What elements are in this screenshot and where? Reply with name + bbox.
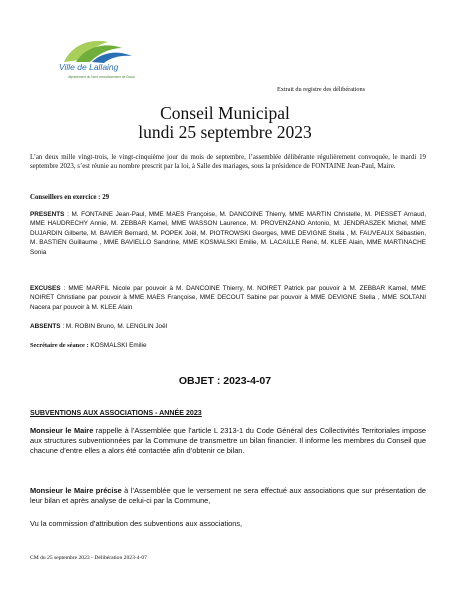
body-paragraph xyxy=(30,426,426,457)
session-secretary xyxy=(30,341,426,350)
presents-list xyxy=(30,210,426,257)
deliberation-object: OBJET : 2023-4-07 xyxy=(178,375,272,387)
paragraph-text: rappelle à l’Assemblée que l’article L 2313-1 du Code Général des Collectivités Territoriales impose aux structures subventionnées par la Commune de transmettre un bilan financier. Il informe les membres du Conseil que chacune d’entre elles a alors été contactée afin d’obtenir ce bilan. xyxy=(30,426,426,456)
councillors-count: Conseillers en exercice : 29 xyxy=(30,194,110,201)
paragraph-text: à l’Assemblée que le versement ne sera effectué aux associations que sur présentation de leur bilan et après analyse de celui-ci par la Commune, xyxy=(30,486,426,506)
deliberation-subject: SUBVENTIONS AUX ASSOCIATIONS - ANNÉE 2023 xyxy=(30,409,202,417)
body-paragraph xyxy=(30,519,426,529)
paragraph-lead: Monsieur le Maire xyxy=(30,426,94,435)
excuses-list xyxy=(30,284,426,312)
meeting-date: lundi 25 septembre 2023 xyxy=(138,122,312,142)
logo-swoosh-icon xyxy=(58,38,138,64)
presents-label: PRESENTS xyxy=(30,211,65,218)
paragraph-lead: Monsieur le Maire précise xyxy=(30,486,122,495)
absents-names: : M. ROBIN Bruno, M. LENGLIN Joël xyxy=(60,323,168,330)
logo-brand-text: Ville de Lallaing xyxy=(59,62,119,72)
secretary-name: KOSMALSKI Emilie xyxy=(88,342,147,349)
secretary-label: Secrétaire de séance : xyxy=(30,342,89,349)
page-footer: CM du 25 septembre 2023 - Délibération 2023-4-07 xyxy=(30,555,147,561)
municipal-logo xyxy=(58,38,138,96)
intro-paragraph: L’an deux mille vingt-trois, le vingt-cinquième jour du mois de septembre, l’assemblée délibérante régulièrement convoquée, le mardi 19 septembre 2023, s’est réunie au nombre prescrit par la loi, à Salle des mariages, sous la présidence de FONTAINE Jean-Paul, Maire. xyxy=(30,154,426,170)
absents-list xyxy=(30,322,426,331)
register-extract-label: Extrait du registre des délibérations xyxy=(277,86,365,93)
document-title: Conseil Municipal xyxy=(160,103,290,123)
absents-label: ABSENTS xyxy=(30,323,61,330)
excuses-label: EXCUSES xyxy=(30,285,61,292)
excuses-names: : MME MARFIL Nicole par pouvoir à M. DANCOINE Thierry, M. NOIRET Patrick par pouvoir à M. ZEBBAR Kamel, MME NOIRET Christiane par pouvoir à MME MAES Françoise, MME DECOUT Sabine par pouvoir à MME DEVIGNE Stella , MME SOLTANI Nacera par pouvoir à M. KLEE Alain xyxy=(30,285,426,311)
paragraph-text: Vu la commission d’attribution des subventions aux associations, xyxy=(30,519,243,528)
presents-names: : M. FONTAINE Jean-Paul, MME MAES Françoise, M. DANCOINE Thierry, MME MARTIN Christelle, M. PIESSET Arnaud, MME HAUDRECHY Annie, M. ZEBBAR Kamel, MME WASSON Laurence, M. PROVENZANO Antonio, M. JENDRASZEK Michel, MME DUJARDIN Gilberte, M. BAVIER Bernard, M. POPEK Joël, M. PIOTROWSKI Georges, MME DEVIGNE Stella , M. FAUVEAUX Sébastien, M. BASTIEN Guillaume , MME BAVIELLO Sandrine, MME KOSMALSKI Emilie, M. LACAILLE René, M. KLEE Alain, MME MARTINACHE Sonia xyxy=(30,211,426,256)
logo-tagline: département du Nord arrondissement de Douai xyxy=(68,75,135,79)
body-paragraph xyxy=(30,486,426,506)
